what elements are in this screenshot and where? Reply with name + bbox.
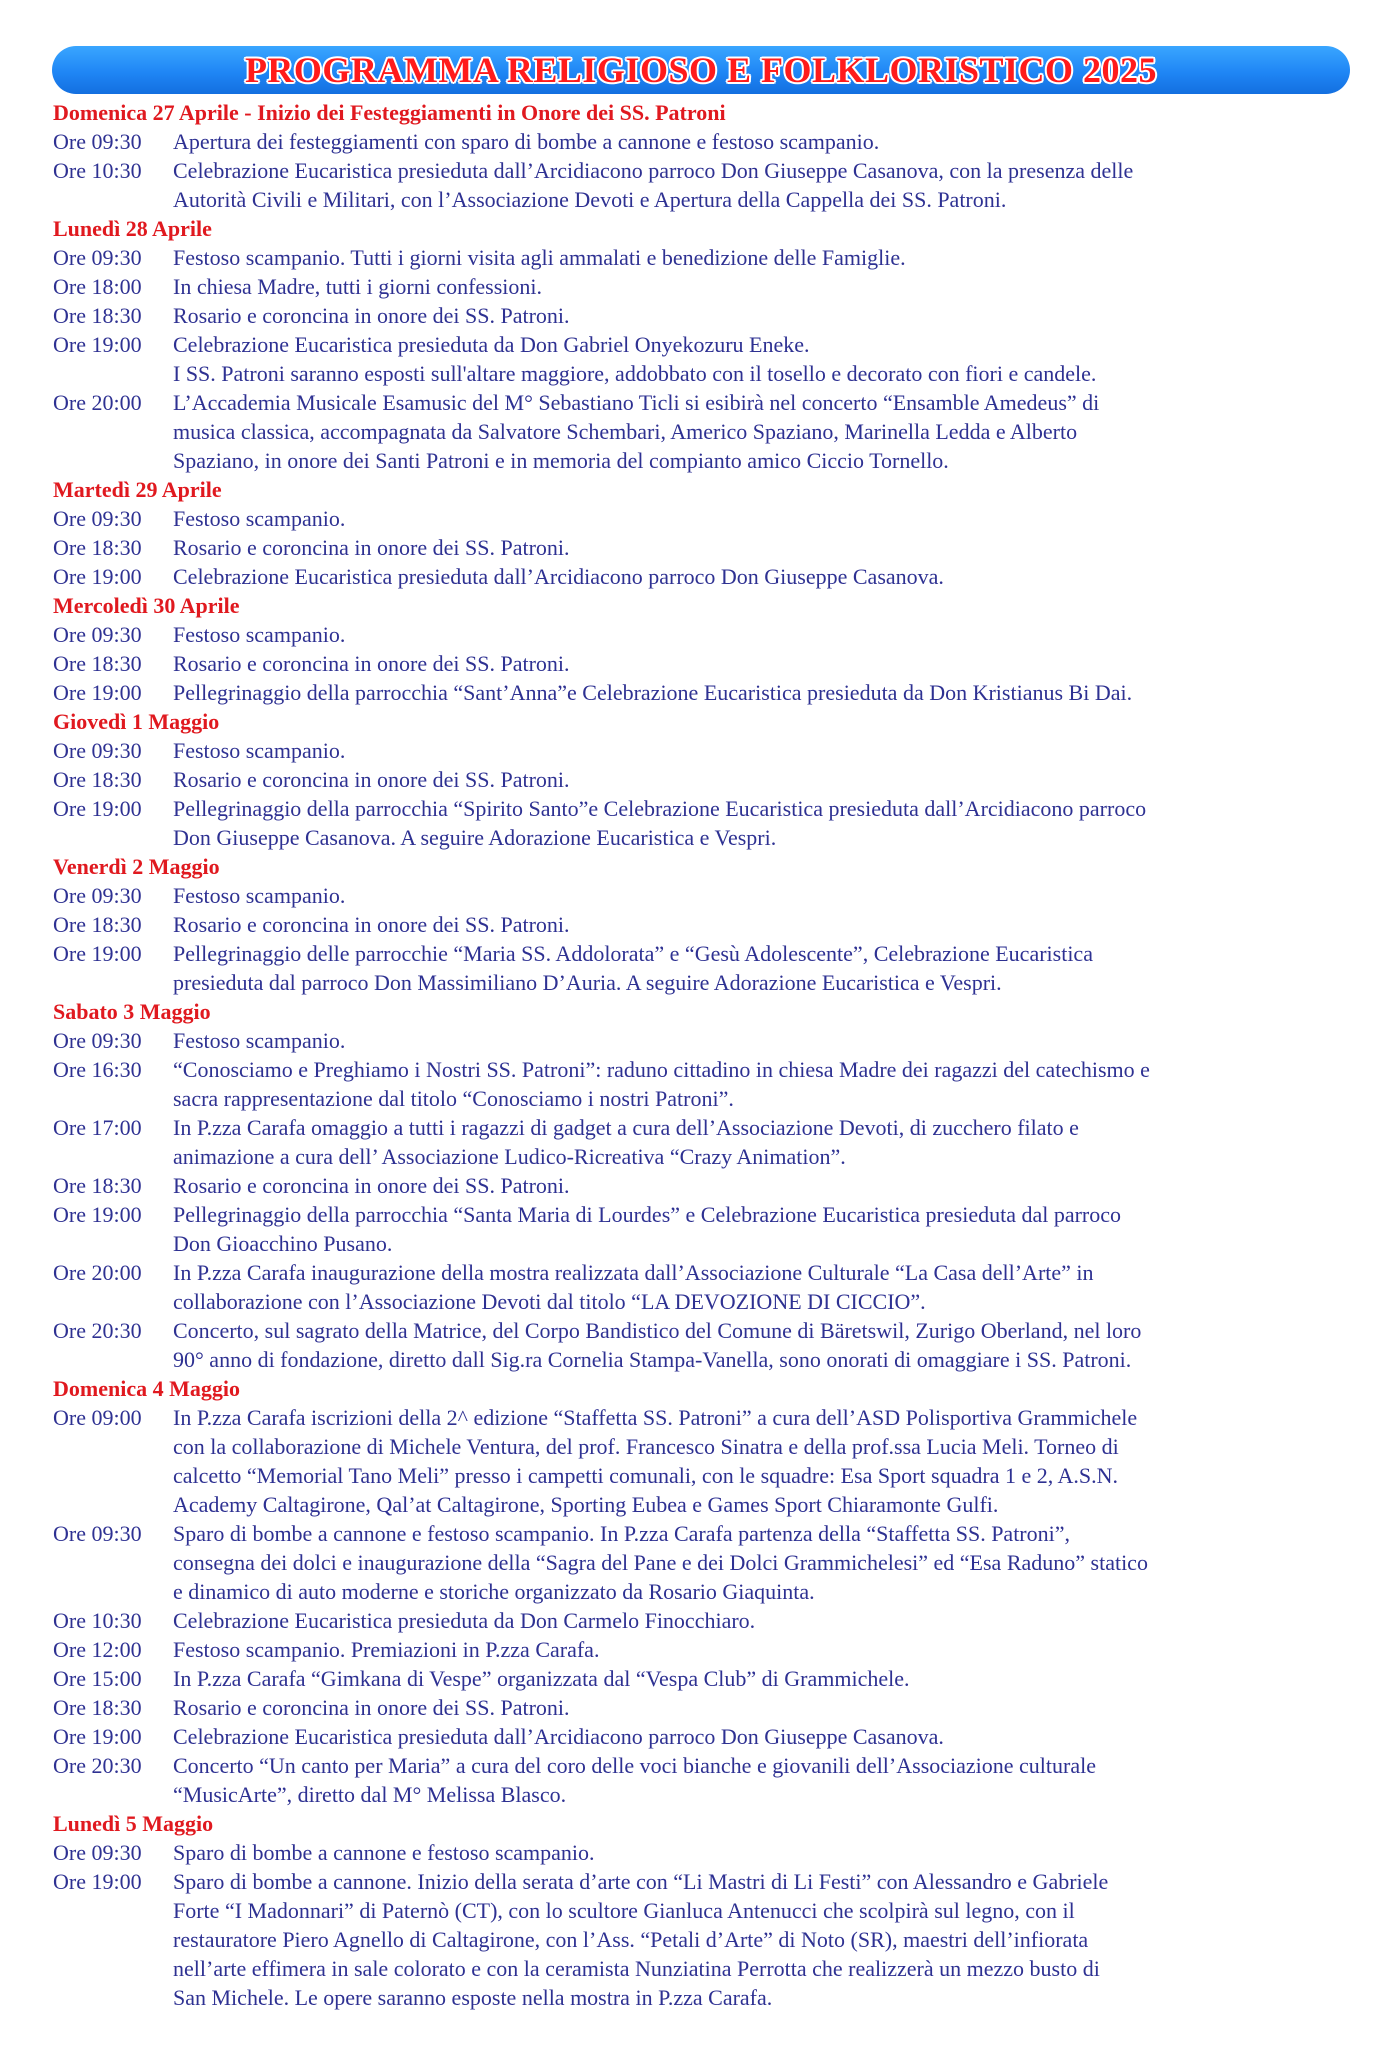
event-row xyxy=(53,765,1353,794)
event-row xyxy=(53,910,1353,939)
event-row xyxy=(53,649,1353,678)
event-description xyxy=(173,1316,1353,1374)
event-row xyxy=(53,1519,1353,1606)
event-text-line: Sparo di bombe a cannone e festoso scampanio. xyxy=(173,1840,595,1865)
event-description xyxy=(173,156,1353,214)
event-description xyxy=(173,1200,1353,1258)
event-text-line: collaborazione con l’Associazione Devoti dal titolo “LA DEVOZIONE DI CICCIO”. xyxy=(173,1289,926,1314)
event-time: Ore 18:30 xyxy=(53,1695,142,1720)
event-time: Ore 09:30 xyxy=(53,1521,142,1546)
event-text-line: Pellegrinaggio delle parrocchie “Maria SS. Addolorata” e “Gesù Adolescente”, Celebrazione Eucaristica xyxy=(173,941,1093,966)
event-row xyxy=(53,562,1353,591)
event-text-line: Pellegrinaggio della parrocchia “Spirito Santo”e Celebrazione Eucaristica presieduta dall’Arcidiacono parroco xyxy=(173,796,1147,821)
event-time: Ore 09:30 xyxy=(53,506,142,531)
event-time: Ore 09:30 xyxy=(53,622,142,647)
event-text-line: Festoso scampanio. xyxy=(173,1028,346,1053)
event-row xyxy=(53,794,1353,852)
event-time: Ore 12:00 xyxy=(53,1637,142,1662)
event-time: Ore 20:30 xyxy=(53,1753,142,1778)
event-text-line: In chiesa Madre, tutti i giorni confessioni. xyxy=(173,274,543,299)
event-row xyxy=(53,1113,1353,1171)
event-text-line: Rosario e coroncina in onore dei SS. Patroni. xyxy=(173,535,570,560)
event-text-line: Concerto, sul sagrato della Matrice, del Corpo Bandistico del Comune di Bäretswil, Zurigo Oberland, nel loro xyxy=(173,1318,1142,1343)
event-text-line: Pellegrinaggio della parrocchia “Sant’Anna”e Celebrazione Eucaristica presieduta da Don Kristianus Bi Dai. xyxy=(173,680,1133,705)
event-time: Ore 09:00 xyxy=(53,1405,142,1430)
event-row xyxy=(53,1171,1353,1200)
event-row xyxy=(53,1606,1353,1635)
event-time: Ore 19:00 xyxy=(53,332,142,357)
event-text-line: Apertura dei festeggiamenti con sparo di bombe a cannone e festoso scampanio. xyxy=(173,129,880,154)
event-text-line: Festoso scampanio. Tutti i giorni visita agli ammalati e benedizione delle Famiglie. xyxy=(173,245,906,270)
event-description xyxy=(173,1635,1353,1664)
event-time: Ore 09:30 xyxy=(53,129,142,154)
event-text-line: Festoso scampanio. xyxy=(173,883,346,908)
event-text-line: musica classica, accompagnata da Salvatore Schembari, Americo Spaziano, Marinella Ledda e Alberto xyxy=(173,419,1078,444)
event-description xyxy=(173,504,1353,533)
event-description xyxy=(173,1055,1353,1113)
event-time: Ore 18:30 xyxy=(53,303,142,328)
event-row xyxy=(53,1838,1353,1867)
event-text-line: In P.zza Carafa inaugurazione della mostra realizzata dall’Associazione Culturale “La Casa dell’Arte” in xyxy=(173,1260,1094,1285)
event-text-line: Celebrazione Eucaristica presieduta dall’Arcidiacono parroco Don Giuseppe Casanova, con la presenza delle xyxy=(173,158,1134,183)
event-time: Ore 09:30 xyxy=(53,245,142,270)
event-text-line: sacra rappresentazione dal titolo “Conosciamo i nostri Patroni”. xyxy=(173,1086,734,1111)
event-row xyxy=(53,1258,1353,1316)
event-description xyxy=(173,1606,1353,1635)
event-row xyxy=(53,1693,1353,1722)
event-time: Ore 09:30 xyxy=(53,738,142,763)
event-text-line: Celebrazione Eucaristica presieduta dall’Arcidiacono parroco Don Giuseppe Casanova. xyxy=(173,1724,944,1749)
event-text-line: Sparo di bombe a cannone. Inizio della serata d’arte con “Li Mastri di Li Festi” con Alessandro e Gabriele xyxy=(173,1869,1109,1894)
event-text-line: Pellegrinaggio della parrocchia “Santa Maria di Lourdes” e Celebrazione Eucaristica presieduta dal parroco xyxy=(173,1202,1122,1227)
event-text-line: Don Gioacchino Pusano. xyxy=(173,1231,393,1256)
event-time: Ore 10:30 xyxy=(53,158,142,183)
event-text-line: Autorità Civili e Militari, con l’Associazione Devoti e Apertura della Cappella dei SS. Patroni. xyxy=(173,187,1007,212)
event-text-line: Concerto “Un canto per Maria” a cura del coro delle voci bianche e giovanili dell’Associazione culturale xyxy=(173,1753,1096,1778)
event-description xyxy=(173,794,1353,852)
event-description xyxy=(173,388,1353,475)
event-description xyxy=(173,1867,1353,2012)
day-heading: Venerdì 2 Maggio xyxy=(53,854,220,879)
event-time: Ore 18:30 xyxy=(53,651,142,676)
event-description xyxy=(173,330,1353,388)
event-text-line: Rosario e coroncina in onore dei SS. Patroni. xyxy=(173,1695,570,1720)
day-heading: Sabato 3 Maggio xyxy=(53,999,211,1024)
event-row xyxy=(53,620,1353,649)
event-time: Ore 15:00 xyxy=(53,1666,142,1691)
event-text-line: In P.zza Carafa iscrizioni della 2^ edizione “Staffetta SS. Patroni” a cura dell’ASD Polisportiva Grammichele xyxy=(173,1405,1138,1430)
event-text-line: Sparo di bombe a cannone e festoso scampanio. In P.zza Carafa partenza della “Staffetta SS. Patroni”, xyxy=(173,1521,1071,1546)
event-row xyxy=(53,243,1353,272)
event-text-line: Academy Caltagirone, Qal’at Caltagirone, Sporting Eubea e Games Sport Chiaramonte Gulfi. xyxy=(173,1492,999,1517)
day-heading: Lunedì 28 Aprile xyxy=(53,216,212,241)
event-description xyxy=(173,272,1353,301)
event-text-line: San Michele. Le opere saranno esposte nella mostra in P.zza Carafa. xyxy=(173,1985,773,2010)
event-text-line: Festoso scampanio. xyxy=(173,622,346,647)
event-description xyxy=(173,127,1353,156)
event-description xyxy=(173,1026,1353,1055)
event-text-line: “MusicArte”, diretto dal M° Melissa Blasco. xyxy=(173,1782,567,1807)
event-row xyxy=(53,736,1353,765)
event-time: Ore 20:00 xyxy=(53,390,142,415)
event-description xyxy=(173,1838,1353,1867)
event-time: Ore 19:00 xyxy=(53,1724,142,1749)
event-description xyxy=(173,1171,1353,1200)
event-description xyxy=(173,1664,1353,1693)
event-description xyxy=(173,243,1353,272)
event-description xyxy=(173,678,1353,707)
event-description xyxy=(173,765,1353,794)
event-time: Ore 19:00 xyxy=(53,796,142,821)
day-heading: Giovedì 1 Maggio xyxy=(53,709,220,734)
event-time: Ore 18:30 xyxy=(53,912,142,937)
day-heading: Domenica 4 Maggio xyxy=(53,1376,240,1401)
event-row xyxy=(53,504,1353,533)
event-row xyxy=(53,1055,1353,1113)
event-time: Ore 16:30 xyxy=(53,1057,142,1082)
event-text-line: Festoso scampanio. xyxy=(173,738,346,763)
day-heading: Domenica 27 Aprile - Inizio dei Festeggiamenti in Onore dei SS. Patroni xyxy=(53,100,726,125)
event-description xyxy=(173,1722,1353,1751)
event-row xyxy=(53,1722,1353,1751)
event-time: Ore 20:00 xyxy=(53,1260,142,1285)
event-time: Ore 18:30 xyxy=(53,535,142,560)
event-description xyxy=(173,1113,1353,1171)
event-description xyxy=(173,649,1353,678)
event-description xyxy=(173,1751,1353,1809)
event-description xyxy=(173,939,1353,997)
event-time: Ore 09:30 xyxy=(53,1028,142,1053)
event-description xyxy=(173,881,1353,910)
event-text-line: Festoso scampanio. xyxy=(173,506,346,531)
event-time: Ore 19:00 xyxy=(53,1869,142,1894)
event-text-line: nell’arte effimera in sale colorato e con la ceramista Nunziatina Perrotta che realizzerà un mezzo busto di xyxy=(173,1956,1100,1981)
event-time: Ore 20:30 xyxy=(53,1318,142,1343)
event-text-line: con la collaborazione di Michele Ventura, del prof. Francesco Sinatra e della prof.ssa Lucia Meli. Torneo di xyxy=(173,1434,1119,1459)
event-row xyxy=(53,301,1353,330)
event-description xyxy=(173,533,1353,562)
event-row xyxy=(53,881,1353,910)
event-text-line: Celebrazione Eucaristica presieduta da Don Carmelo Finocchiaro. xyxy=(173,1608,756,1633)
event-text-line: L’Accademia Musicale Esamusic del M° Sebastiano Ticli si esibirà nel concerto “Ensamble Amedeus” di xyxy=(173,390,1100,415)
event-text-line: e dinamico di auto moderne e storiche organizzato da Rosario Giaquinta. xyxy=(173,1579,815,1604)
event-text-line: Rosario e coroncina in onore dei SS. Patroni. xyxy=(173,767,570,792)
event-text-line: calcetto “Memorial Tano Meli” presso i campetti comunali, con le squadre: Esa Sport squadra 1 e 2, A.S.N. xyxy=(173,1463,1119,1488)
event-text-line: Rosario e coroncina in onore dei SS. Patroni. xyxy=(173,1173,570,1198)
event-text-line: In P.zza Carafa omaggio a tutti i ragazzi di gadget a cura dell’Associazione Devoti, di zucchero filato e xyxy=(173,1115,1079,1140)
event-text-line: Don Giuseppe Casanova. A seguire Adorazione Eucaristica e Vespri. xyxy=(173,825,777,850)
event-text-line: Festoso scampanio. Premiazioni in P.zza Carafa. xyxy=(173,1637,600,1662)
event-row xyxy=(53,127,1353,156)
event-description xyxy=(173,1403,1353,1519)
event-row xyxy=(53,1751,1353,1809)
event-text-line: presieduta dal parroco Don Massimiliano D’Auria. A seguire Adorazione Eucaristica e Vespri. xyxy=(173,970,1002,995)
event-text-line: “Conosciamo e Preghiamo i Nostri SS. Patroni”: raduno cittadino in chiesa Madre dei ragazzi del catechismo e xyxy=(173,1057,1150,1082)
event-time: Ore 18:30 xyxy=(53,1173,142,1198)
event-text-line: Rosario e coroncina in onore dei SS. Patroni. xyxy=(173,912,570,937)
event-row xyxy=(53,1200,1353,1258)
event-description xyxy=(173,1519,1353,1606)
event-row xyxy=(53,939,1353,997)
event-time: Ore 19:00 xyxy=(53,564,142,589)
event-time: Ore 09:30 xyxy=(53,1840,142,1865)
event-time: Ore 09:30 xyxy=(53,883,142,908)
event-text-line: Celebrazione Eucaristica presieduta dall’Arcidiacono parroco Don Giuseppe Casanova. xyxy=(173,564,944,589)
event-text-line: I SS. Patroni saranno esposti sull'altare maggiore, addobbato con il tosello e decorato con fiori e candele. xyxy=(173,361,1097,386)
event-time: Ore 19:00 xyxy=(53,680,142,705)
event-row xyxy=(53,1403,1353,1519)
page-title: PROGRAMMA RELIGIOSO E FOLKLORISTICO 2025 xyxy=(244,50,1158,90)
event-time: Ore 19:00 xyxy=(53,1202,142,1227)
day-heading: Lunedì 5 Maggio xyxy=(53,1811,214,1836)
event-time: Ore 19:00 xyxy=(53,941,142,966)
event-row xyxy=(53,272,1353,301)
event-description xyxy=(173,736,1353,765)
event-text-line: Celebrazione Eucaristica presieduta da Don Gabriel Onyekozuru Eneke. xyxy=(173,332,810,357)
event-time: Ore 18:00 xyxy=(53,274,142,299)
event-text-line: 90° anno di fondazione, diretto dall Sig.ra Cornelia Stampa-Vanella, sono onorati di omaggiare i SS. Patroni. xyxy=(173,1347,1132,1372)
event-row xyxy=(53,533,1353,562)
event-row xyxy=(53,1664,1353,1693)
event-row xyxy=(53,1635,1353,1664)
event-description xyxy=(173,562,1353,591)
event-row xyxy=(53,388,1353,475)
event-row xyxy=(53,156,1353,214)
event-time: Ore 10:30 xyxy=(53,1608,142,1633)
event-text-line: consegna dei dolci e inaugurazione della “Sagra del Pane e dei Dolci Grammichelesi” ed “Esa Raduno” statico xyxy=(173,1550,1148,1575)
event-description xyxy=(173,1258,1353,1316)
program-list xyxy=(53,98,1353,2012)
day-heading: Martedì 29 Aprile xyxy=(53,477,222,502)
event-row xyxy=(53,330,1353,388)
event-text-line: Forte “I Madonnari” di Paternò (CT), con lo scultore Gianluca Antenucci che scolpirà sul legno, con il xyxy=(173,1898,1075,1923)
event-time: Ore 17:00 xyxy=(53,1115,142,1140)
event-row xyxy=(53,678,1353,707)
event-text-line: Rosario e coroncina in onore dei SS. Patroni. xyxy=(173,303,570,328)
event-time: Ore 18:30 xyxy=(53,767,142,792)
event-description xyxy=(173,910,1353,939)
event-description xyxy=(173,1693,1353,1722)
event-text-line: In P.zza Carafa “Gimkana di Vespe” organizzata dal “Vespa Club” di Grammichele. xyxy=(173,1666,910,1691)
event-description xyxy=(173,301,1353,330)
event-row xyxy=(53,1316,1353,1374)
day-heading: Mercoledì 30 Aprile xyxy=(53,593,240,618)
event-row xyxy=(53,1026,1353,1055)
event-text-line: animazione a cura dell’ Associazione Ludico-Ricreativa “Crazy Animation”. xyxy=(173,1144,846,1169)
title-banner xyxy=(52,46,1350,94)
event-text-line: restauratore Piero Agnello di Caltagirone, con l’Ass. “Petali d’Arte” di Noto (SR), maestri dell’infiorata xyxy=(173,1927,1089,1952)
event-text-line: Spaziano, in onore dei Santi Patroni e in memoria del compianto amico Ciccio Tornello. xyxy=(173,448,949,473)
event-description xyxy=(173,620,1353,649)
event-row xyxy=(53,1867,1353,2012)
event-text-line: Rosario e coroncina in onore dei SS. Patroni. xyxy=(173,651,570,676)
